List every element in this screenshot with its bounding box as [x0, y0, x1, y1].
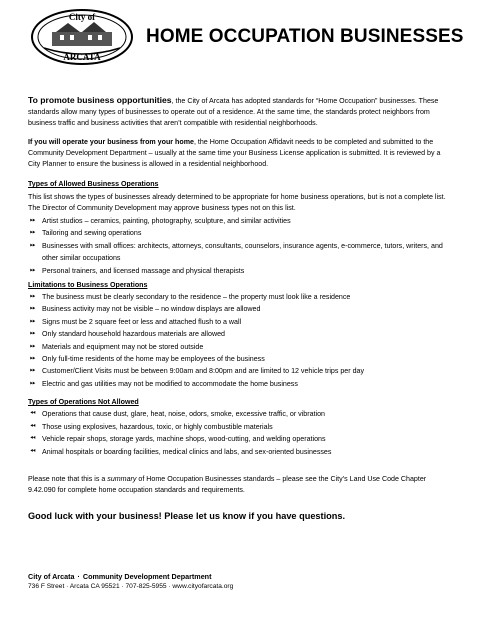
intro-text: , the City of Arcata has adopted standards for “Home Occupation” businesses. These standards allow many types of businesses to operate out of a residence. At the same time, the standards protect neighbors from business traffic and business activities that aren’t compatible with residential neighborhoods. — [28, 97, 439, 127]
double-chevron-right-icon: ⏩︎ — [30, 342, 36, 350]
double-chevron-right-icon: ⏩︎ — [30, 217, 36, 224]
list-item: ⏪︎ Operations that cause dust, glare, heat, noise, odors, smoke, excessive traffic, or vibration — [28, 408, 454, 420]
not-allowed-list — [28, 408, 454, 458]
list-item: ⏩︎ The business must be clearly secondary to the residence – the property must look like a residence — [28, 291, 454, 303]
document-body — [28, 95, 454, 522]
svg-text:ARCATA: ARCATA — [63, 52, 101, 62]
allowed-heading: Types of Allowed Business Operations — [28, 180, 159, 188]
affidavit-lead: If you will operate your business from your home — [28, 138, 194, 146]
footer-organization: City of Arcata · Community Development Department — [28, 572, 212, 581]
double-chevron-right-icon: ⏩︎ — [30, 229, 36, 237]
limitations-heading: Limitations to Business Operations — [28, 281, 148, 290]
list-item: ⏪︎ Those using explosives, hazardous, toxic, or highly combustible materials — [28, 421, 454, 433]
list-item: ⏩︎ Only full-time residents of the home may be employees of the business — [28, 353, 454, 365]
list-item: ⏪︎ Vehicle repair shops, storage yards, machine shops, wood-cutting, and welding operations — [28, 433, 454, 445]
affidavit-paragraph — [28, 137, 454, 170]
closing-message: Good luck with your business! Please let us know if you have questions. — [28, 510, 346, 521]
allowed-list — [28, 215, 454, 277]
list-item: ⏩︎ Tailoring and sewing operations — [28, 227, 454, 239]
double-chevron-left-icon: ⏪︎ — [30, 447, 36, 455]
double-chevron-right-icon: ⏩︎ — [30, 330, 36, 338]
allowed-description: This list shows the types of businesses already determined to be appropriate for home business operations, but is not a complete list. The Director of Community Development may approve business types not on this list. — [28, 193, 446, 212]
footer — [28, 572, 233, 592]
double-chevron-right-icon: ⏩︎ — [30, 241, 36, 249]
not-allowed-heading: Types of Operations Not Allowed — [28, 398, 139, 407]
footer-address: 736 F Street · Arcata CA 95521 · 707-825-5955 · www.cityofarcata.org — [28, 583, 234, 590]
list-item: ⏩︎ Only standard household hazardous materials are allowed — [28, 328, 454, 340]
list-item: ⏩︎ Artist studios – ceramics, painting, photography, sculpture, and similar activities — [28, 215, 454, 227]
affidavit-text: , the Home Occupation Affidavit needs to be completed and submitted to the Community Development Department – usually at the same time your Business License application is submitted. It is reviewed by a City Planner to ensure the business is allowed in a residential neighborhood. — [28, 138, 441, 168]
double-chevron-left-icon: ⏪︎ — [30, 410, 36, 418]
list-item: ⏩︎ Customer/Client Visits must be between 9:00am and 8:00pm and are limited to 12 vehicle trips per day — [28, 365, 454, 377]
list-item: ⏩︎ Business activity may not be visible – no window displays are allowed — [28, 303, 454, 315]
intro-lead: To promote business opportunities — [28, 95, 172, 105]
double-chevron-right-icon: ⏩︎ — [30, 293, 36, 301]
list-item: ⏪︎ Animal hospitals or boarding facilities, medical clinics and labs, and sex-oriented businesses — [28, 446, 454, 458]
double-chevron-right-icon: ⏩︎ — [30, 305, 36, 313]
city-seal-logo — [30, 8, 134, 66]
double-chevron-right-icon: ⏩︎ — [30, 367, 36, 375]
double-chevron-left-icon: ⏪︎ — [30, 422, 36, 430]
double-chevron-right-icon: ⏩︎ — [30, 266, 36, 274]
double-chevron-right-icon: ⏩︎ — [30, 317, 36, 325]
summary-emphasis: summary — [107, 474, 137, 483]
svg-text:City of: City of — [68, 12, 96, 22]
list-item: ⏩︎ Signs must be 2 square feet or less and attached flush to a wall — [28, 316, 454, 328]
page-title: HOME OCCUPATION BUSINESSES — [146, 26, 464, 47]
limitations-list — [28, 291, 454, 390]
double-chevron-right-icon: ⏩︎ — [30, 379, 36, 387]
list-item: ⏩︎ Personal trainers, and licensed massage and physical therapists — [28, 265, 454, 277]
list-item: ⏩︎ Businesses with small offices: architects, attorneys, consultants, counselors, insurance agents, e-commerce, tutors, writers, and other similar occupations — [30, 241, 443, 263]
intro-paragraph — [28, 95, 454, 129]
list-item: ⏩︎ Electric and gas utilities may not be modified to accommodate the home business — [28, 378, 454, 390]
double-chevron-left-icon: ⏪︎ — [30, 435, 36, 443]
summary-note: Please note that this is a summary of Home Occupation Businesses standards – please see the City’s Land Use Code Chapter 9.42.090 for complete home occupation standards and requirements. — [28, 474, 427, 494]
list-item: ⏩︎ Materials and equipment may not be stored outside — [28, 341, 454, 353]
double-chevron-right-icon: ⏩︎ — [30, 355, 36, 363]
